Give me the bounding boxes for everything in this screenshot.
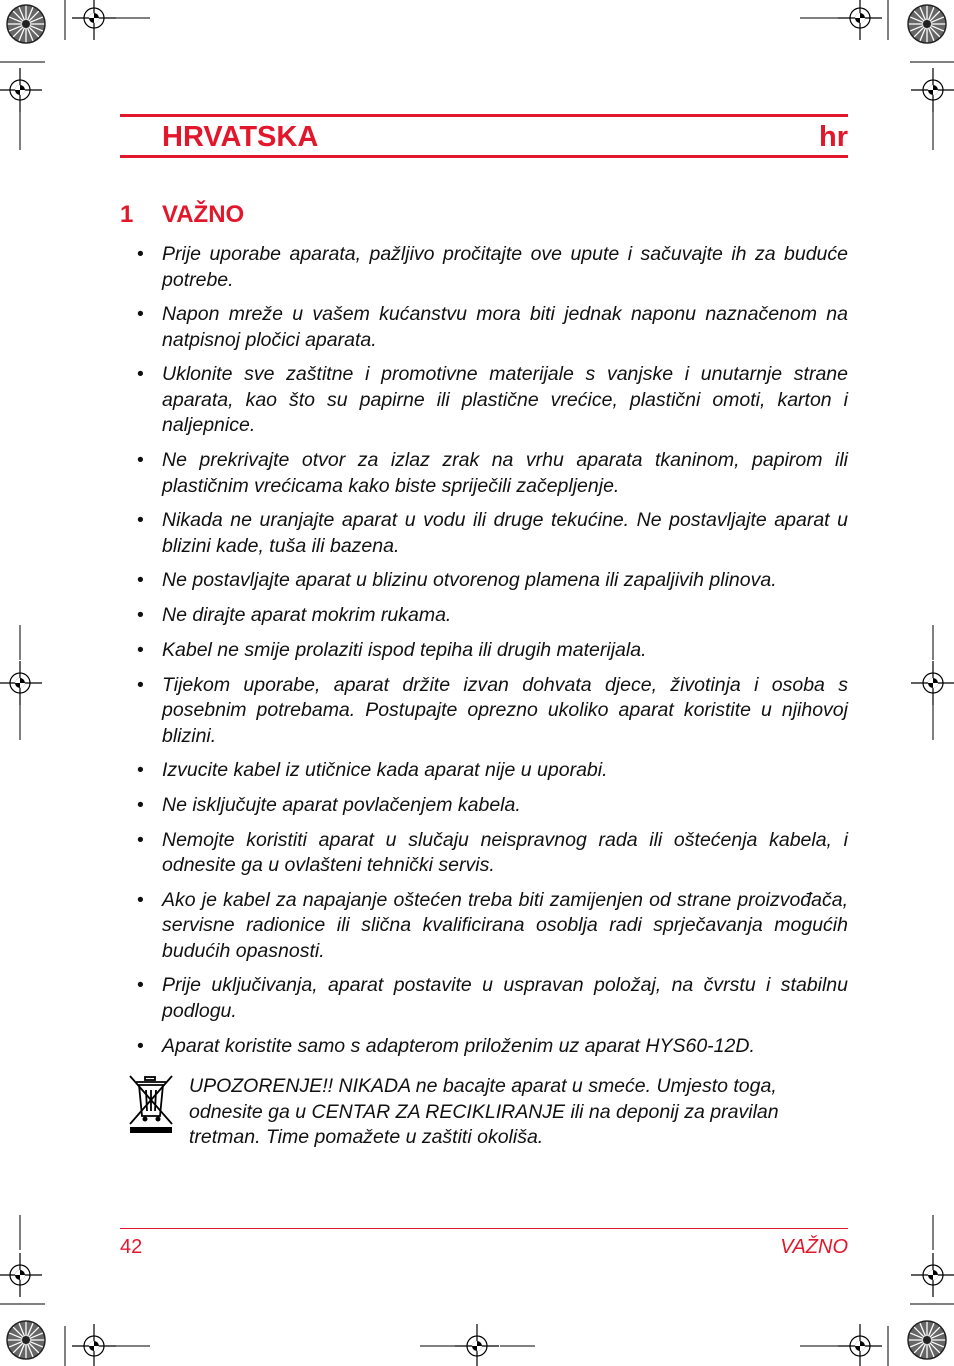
page-number: 42: [120, 1236, 143, 1258]
registration-mark-icon: [72, 0, 116, 40]
list-item: • Nikada ne uranjajte aparat u vodu ili druge tekućine. Ne postavljajte aparat u blizini kade, tuša ili bazena.: [137, 509, 848, 557]
bullet-marker: •: [137, 449, 144, 472]
list-item: • Kabel ne smije prolaziti ispod tepiha ili drugih materijala.: [133, 638, 848, 664]
registration-mark-icon: [72, 1324, 116, 1366]
list-item: • Prije uporabe aparata, pažljivo pročitajte ove upute i sačuvajte ih za buduće potrebe.: [137, 243, 848, 291]
list-item: • Prije uključivanja, aparat postavite u uspravan položaj, na čvrstu i stabilnu podlogu.: [137, 974, 848, 1022]
list-item: • Ne dirajte aparat mokrim rukama.: [133, 603, 848, 629]
list-item: • Ako je kabel za napajanje oštećen treba biti zamijenjen od strane proizvođača, servisne radionice ili slična kvalificirana osoblja radi sprječavanja mogućih budućih opasnosti.: [137, 888, 848, 962]
bullet-marker: •: [137, 303, 144, 326]
bullet-marker: •: [137, 888, 144, 911]
bullet-marker: •: [137, 793, 144, 816]
list-item: • Tijekom uporabe, aparat držite izvan dohvata djece, životinja i osoba s posebnim potrebama. Postupajte oprezno ukoliko aparat koristite u njihovoj blizini.: [137, 673, 848, 747]
bullet-marker: •: [137, 1034, 144, 1057]
list-item: • Napon mreže u vašem kućanstvu mora biti jednak naponu naznačenom na natpisnoj pločici aparata.: [137, 303, 848, 351]
bullet-marker: •: [137, 974, 144, 997]
registration-mark-icon: [0, 1253, 42, 1297]
registration-mark-icon: [0, 661, 42, 705]
list-item: • Ne postavljajte aparat u blizinu otvorenog plamena ili zapaljivih plinova.: [133, 568, 848, 594]
radial-star-target-icon: [908, 1321, 946, 1359]
list-item: • Uklonite sve zaštitne i promotivne materijale s vanjske i unutarnje strane aparata, kao što su papirne ili plastične vrećice, plastični omoti, karton i naljepnice.: [137, 363, 848, 437]
list-item: • Nemojte koristiti aparat u slučaju neispravnog rada ili oštećenja kabela, i odnesite ga u ovlašteni tehnički servis.: [137, 828, 848, 877]
bullet-marker: •: [137, 509, 144, 532]
header-title: HRVATSKA: [162, 121, 319, 153]
bullet-marker: •: [137, 363, 144, 386]
bullet-marker: •: [137, 604, 144, 627]
footer-section-name: VAŽNO: [780, 1236, 848, 1258]
registration-mark-icon: [911, 661, 954, 705]
bullet-marker: •: [137, 243, 144, 265]
list-item: • Ne prekrivajte otvor za izlaz zrak na vrhu aparata tkaninom, papirom ili plastičnim vrećicama kako biste spriječili začepljenje.: [137, 449, 848, 497]
registration-mark-icon: [911, 68, 954, 112]
list-item: • Aparat koristite samo s adapterom priloženim uz aparat HYS60-12D.: [133, 1034, 848, 1060]
language-code: hr: [819, 121, 848, 153]
list-item: • Izvucite kabel iz utičnice kada aparat nije u uporabi.: [133, 758, 848, 784]
radial-star-target-icon: [7, 1321, 45, 1359]
radial-star-target-icon: [7, 5, 45, 43]
section-number: 1: [120, 201, 134, 228]
bullet-marker: •: [137, 828, 144, 851]
section-heading: [120, 200, 244, 230]
radial-star-target-icon: [908, 5, 946, 43]
list-item: • Ne isključujte aparat povlačenjem kabela.: [133, 793, 848, 819]
safety-instructions-list: [133, 242, 848, 1068]
registration-mark-icon: [838, 0, 882, 40]
registration-mark-icon: [455, 1324, 499, 1366]
language-header: [120, 114, 848, 158]
footer-divider: [120, 1228, 848, 1229]
registration-mark-icon: [838, 1324, 882, 1366]
section-title: VAŽNO: [162, 201, 245, 228]
registration-mark-icon: [0, 68, 42, 112]
registration-mark-icon: [911, 1253, 954, 1297]
bullet-marker: •: [137, 759, 144, 782]
warning-text: UPOZORENJE!! NIKADA ne bacajte aparat u smeće. Umjesto toga, odnesite ga u CENTAR ZA RECIKLIRANJE ili na deponij za pravilan tretman. Time pomažete u zaštiti okoliša.: [189, 1075, 779, 1148]
crossed-out-wheelie-bin-icon: [128, 1074, 174, 1134]
bullet-marker: •: [137, 673, 144, 696]
bullet-marker: •: [137, 569, 144, 592]
bullet-marker: •: [137, 638, 144, 661]
